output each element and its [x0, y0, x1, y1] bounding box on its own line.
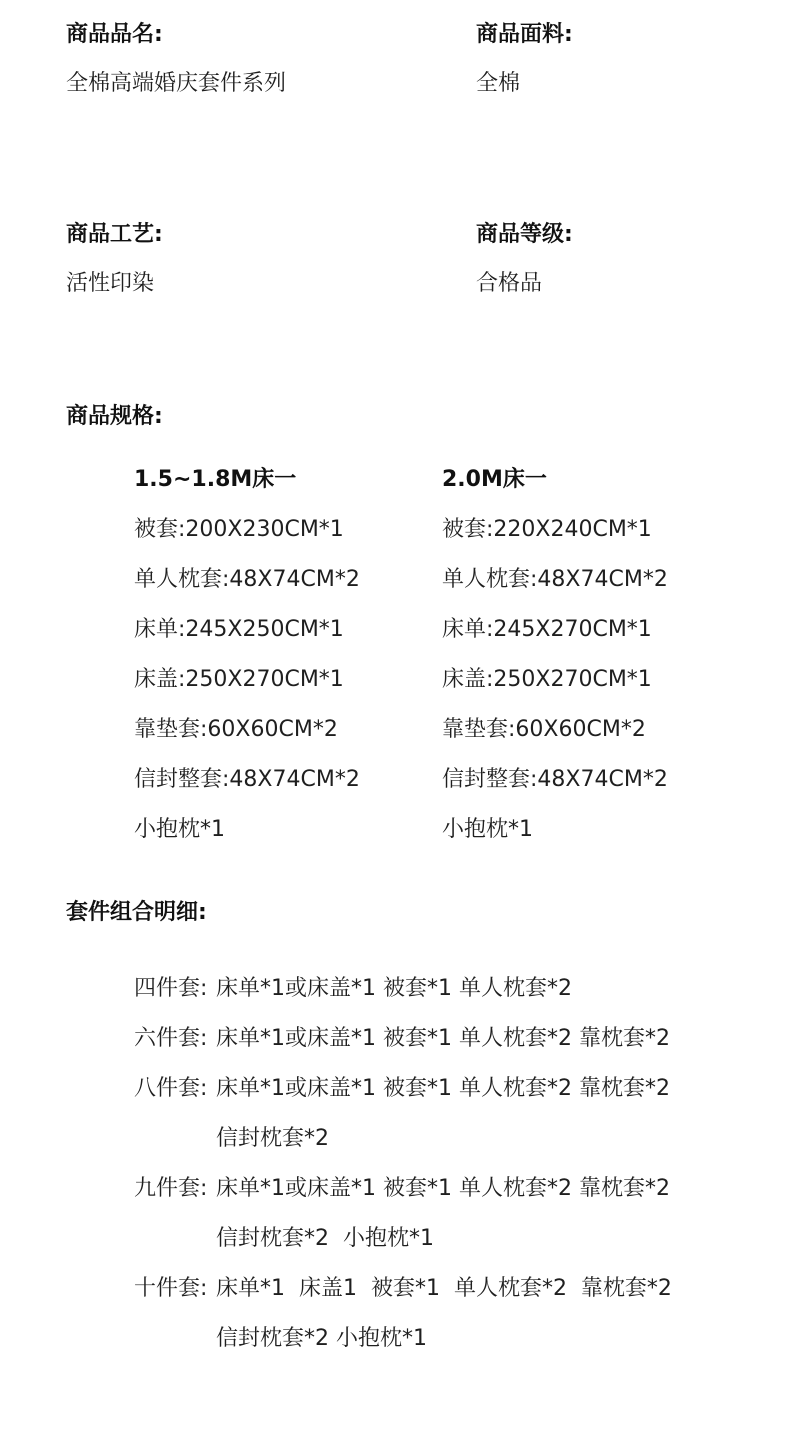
combo-set-name: 十件套:: [134, 1276, 208, 1301]
spec-item: 单人枕套:48X74CM*2: [442, 567, 668, 592]
product-craft-label: 商品工艺:: [66, 222, 163, 247]
spec-item: 被套:200X230CM*1: [134, 517, 344, 542]
combo-set-contents: 床单*1 床盖1 被套*1 单人枕套*2 靠枕套*2: [216, 1276, 672, 1301]
product-name-value: 全棉高端婚庆套件系列: [66, 71, 287, 96]
product-fabric-value: 全棉: [476, 71, 521, 96]
combo-set-contents: 床单*1或床盖*1 被套*1 单人枕套*2 靠枕套*2: [216, 1076, 670, 1101]
combo-set-name: 四件套:: [134, 976, 208, 1001]
combo-set-contents: 床单*1或床盖*1 被套*1 单人枕套*2: [216, 976, 572, 1001]
combo-set-contents: 信封枕套*2: [216, 1126, 329, 1151]
spec-item: 靠垫套:60X60CM*2: [134, 717, 338, 742]
spec-item: 床盖:250X270CM*1: [442, 667, 652, 692]
spec-item: 信封整套:48X74CM*2: [442, 767, 668, 792]
spec-item: 小抱枕*1: [442, 817, 533, 842]
spec-item: 床单:245X250CM*1: [134, 617, 344, 642]
spec-item: 小抱枕*1: [134, 817, 225, 842]
product-name-label: 商品品名:: [66, 22, 163, 47]
spec-item: 床单:245X270CM*1: [442, 617, 652, 642]
spec-item: 床盖:250X270CM*1: [134, 667, 344, 692]
combo-set-name: 六件套:: [134, 1026, 208, 1051]
spec-column-heading: 2.0M床一: [442, 467, 547, 492]
combo-set-contents: 信封枕套*2 小抱枕*1: [216, 1326, 427, 1351]
spec-item: 靠垫套:60X60CM*2: [442, 717, 646, 742]
combo-set-contents: 信封枕套*2 小抱枕*1: [216, 1226, 434, 1251]
product-grade-value: 合格品: [476, 271, 543, 296]
spec-column-heading: 1.5~1.8M床一: [134, 467, 297, 492]
spec-item: 信封整套:48X74CM*2: [134, 767, 360, 792]
combo-label: 套件组合明细:: [66, 900, 207, 925]
spec-label: 商品规格:: [66, 404, 163, 429]
combo-set-contents: 床单*1或床盖*1 被套*1 单人枕套*2 靠枕套*2: [216, 1176, 670, 1201]
spec-item: 单人枕套:48X74CM*2: [134, 567, 360, 592]
product-grade-label: 商品等级:: [476, 222, 573, 247]
product-craft-value: 活性印染: [66, 271, 155, 296]
spec-item: 被套:220X240CM*1: [442, 517, 652, 542]
product-fabric-label: 商品面料:: [476, 22, 573, 47]
combo-set-name: 八件套:: [134, 1076, 208, 1101]
combo-set-contents: 床单*1或床盖*1 被套*1 单人枕套*2 靠枕套*2: [216, 1026, 670, 1051]
combo-set-name: 九件套:: [134, 1176, 208, 1201]
